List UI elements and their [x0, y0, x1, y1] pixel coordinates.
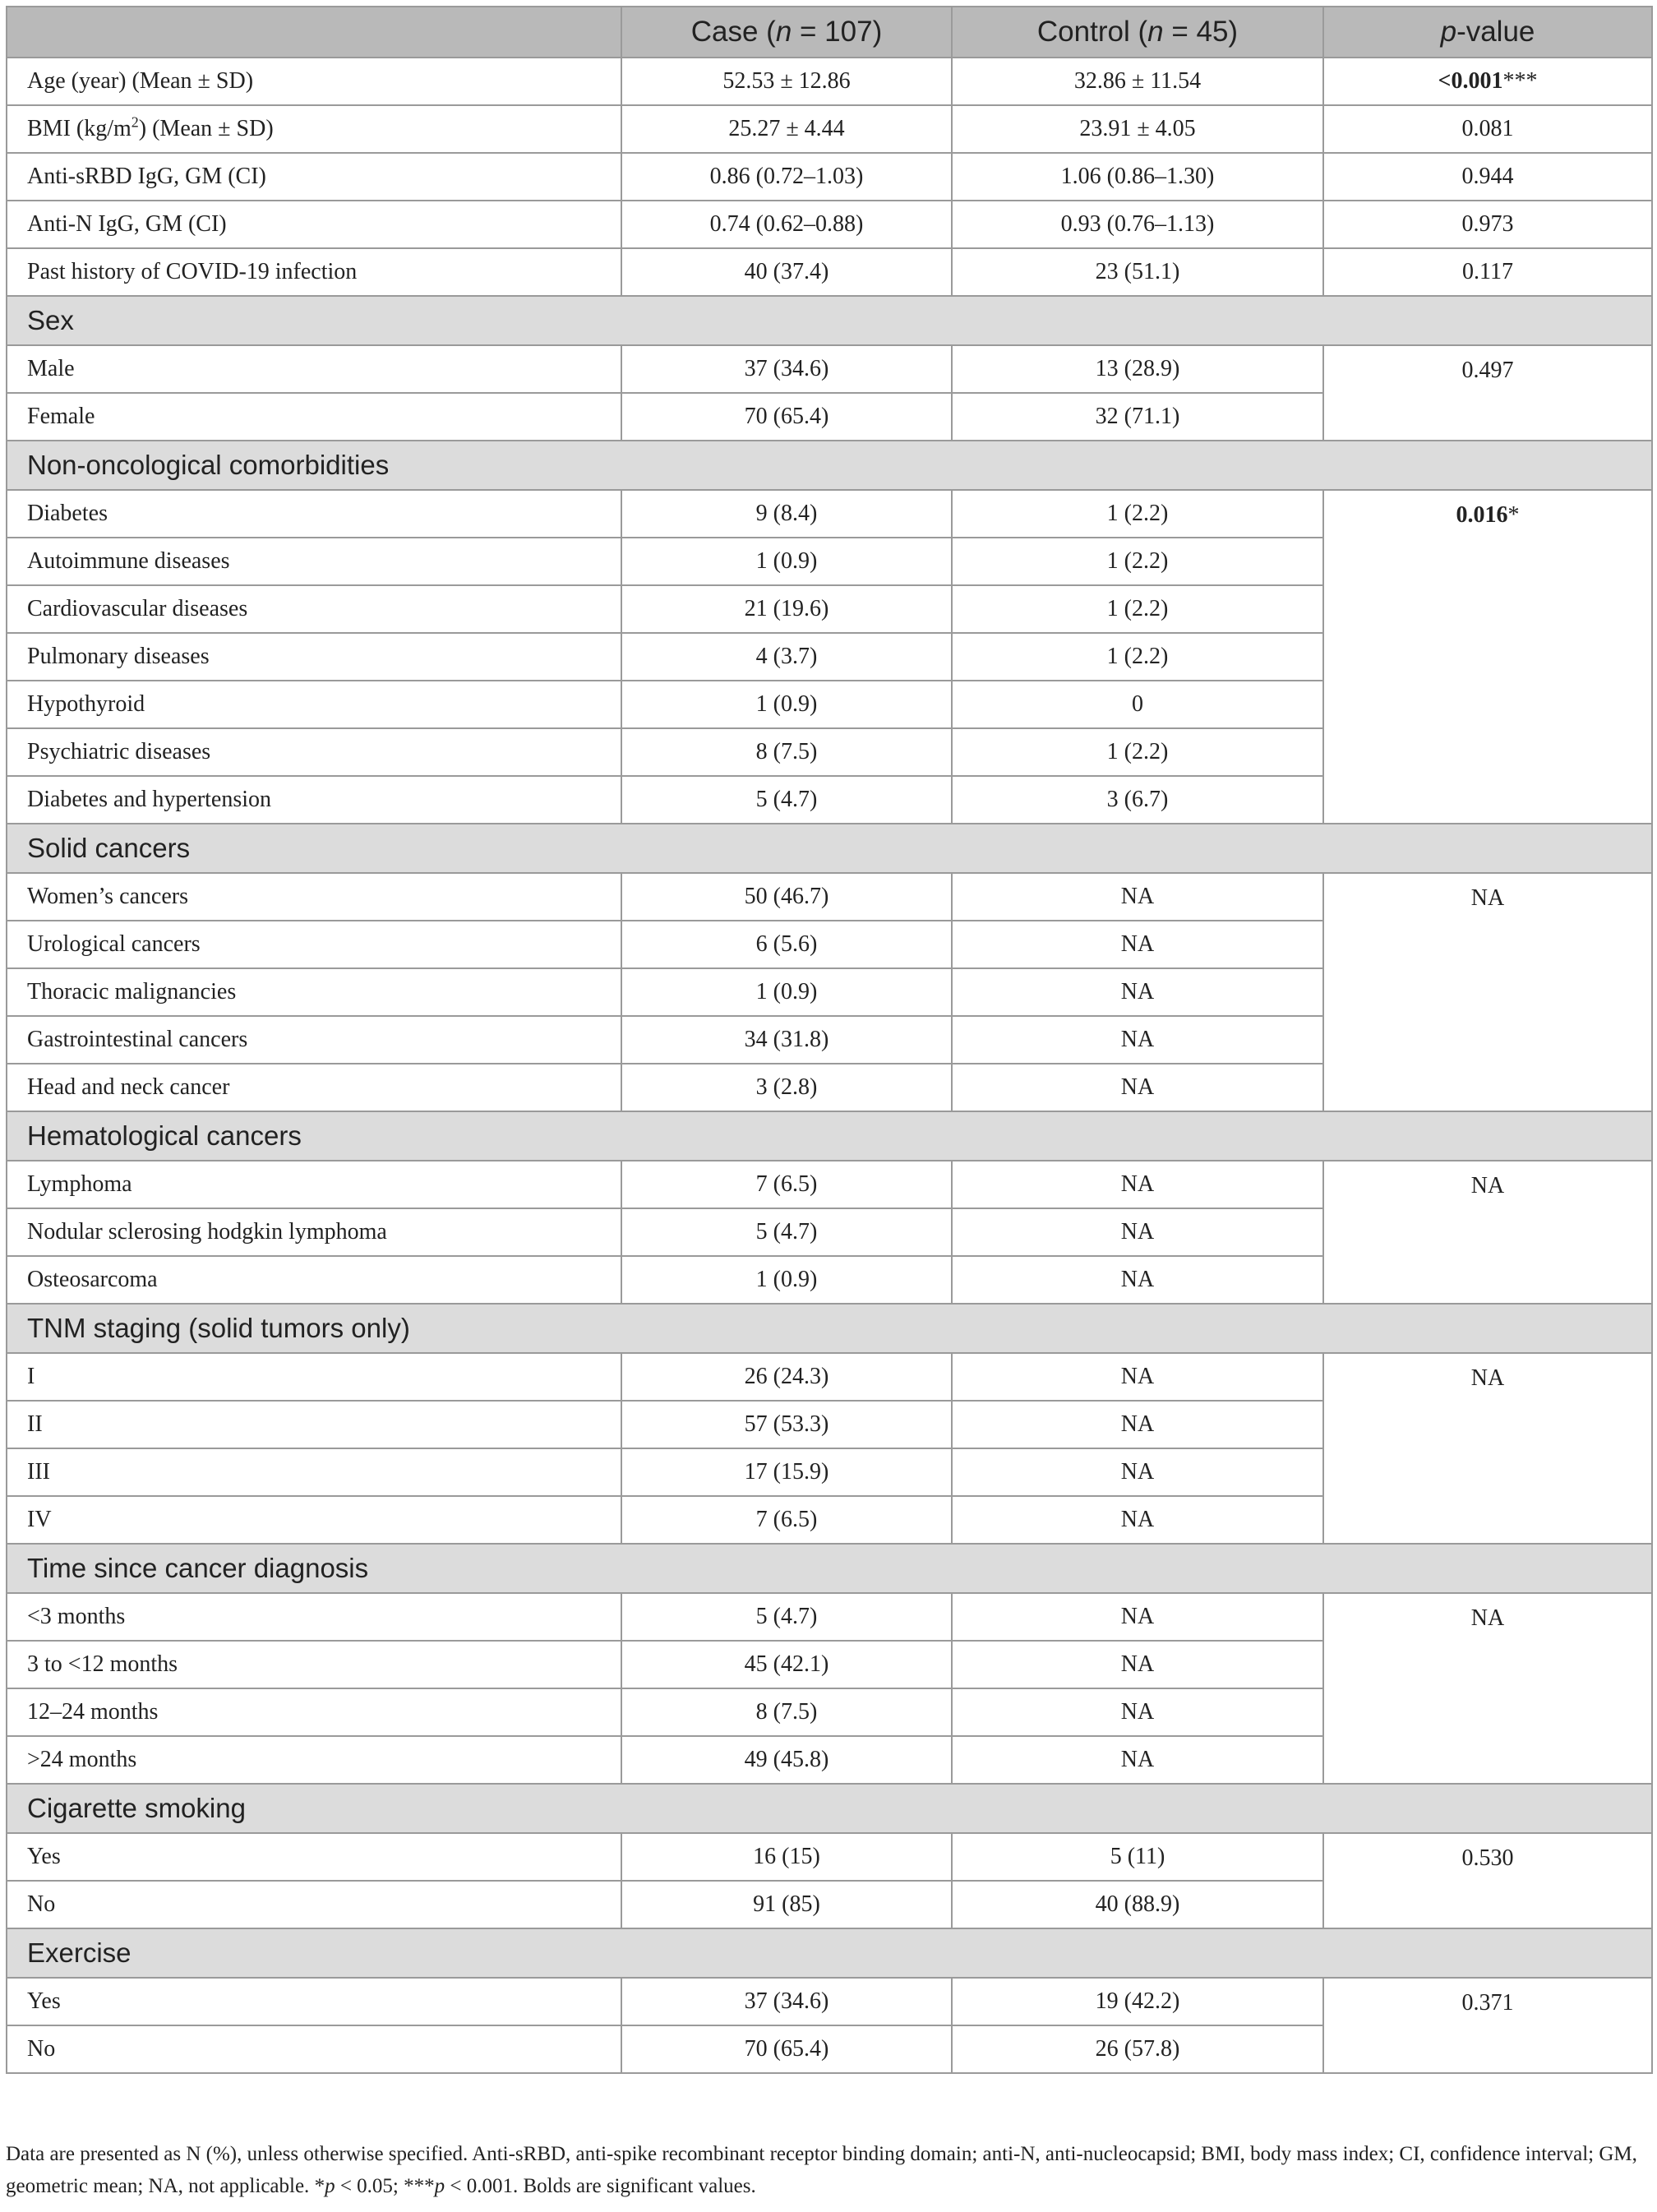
row-label: Yes [7, 1978, 621, 2025]
row-label: Male [7, 345, 621, 393]
control-value: NA [952, 1401, 1323, 1448]
header-case: Case (n = 107) [621, 7, 952, 58]
control-value: 32 (71.1) [952, 393, 1323, 441]
section-title: Cigarette smoking [7, 1784, 1652, 1833]
p-value: 0.944 [1323, 153, 1652, 201]
p-value: 0.530 [1323, 1833, 1652, 1928]
header-p-value: p-value [1323, 7, 1652, 58]
case-value: 21 (19.6) [621, 585, 952, 633]
row-label: Diabetes and hypertension [7, 776, 621, 824]
case-value: 1 (0.9) [621, 968, 952, 1016]
header-control: Control (n = 45) [952, 7, 1323, 58]
row-label: I [7, 1353, 621, 1401]
row-label: Autoimmune diseases [7, 538, 621, 585]
control-value: 23 (51.1) [952, 248, 1323, 296]
control-value: NA [952, 1641, 1323, 1688]
case-value: 7 (6.5) [621, 1161, 952, 1208]
case-value: 5 (4.7) [621, 1208, 952, 1256]
row-label: Psychiatric diseases [7, 728, 621, 776]
row-label: Pulmonary diseases [7, 633, 621, 681]
section-header-time-since-diagnosis [7, 1544, 1652, 1593]
table-row [7, 1161, 1652, 1208]
table-row [7, 873, 1652, 921]
control-value: 26 (57.8) [952, 2025, 1323, 2073]
section-header-tnm-staging [7, 1304, 1652, 1353]
row-label: Head and neck cancer [7, 1064, 621, 1111]
case-value: 0.86 (0.72–1.03) [621, 153, 952, 201]
control-value: 1.06 (0.86–1.30) [952, 153, 1323, 201]
row-label: Hypothyroid [7, 681, 621, 728]
p-value: NA [1323, 873, 1652, 1111]
p-value: 0.016* [1323, 490, 1652, 824]
characteristics-table [6, 6, 1653, 2074]
section-title: Hematological cancers [7, 1111, 1652, 1161]
control-value: NA [952, 873, 1323, 921]
section-header-hematological-cancers [7, 1111, 1652, 1161]
case-value: 70 (65.4) [621, 393, 952, 441]
control-value: NA [952, 1256, 1323, 1304]
row-label: <3 months [7, 1593, 621, 1641]
case-value: 3 (2.8) [621, 1064, 952, 1111]
row-label: BMI $(kg/m^2)$ (Mean ± SD) [7, 105, 621, 153]
case-value: 52.53 ± 12.86 [621, 58, 952, 105]
case-value: 9 (8.4) [621, 490, 952, 538]
section-header-comorbidities [7, 441, 1652, 490]
section-header-sex [7, 296, 1652, 345]
table-header-row [7, 7, 1652, 58]
row-label: No [7, 1881, 621, 1928]
control-value: NA [952, 1593, 1323, 1641]
row-label: Nodular sclerosing hodgkin lymphoma [7, 1208, 621, 1256]
row-label: Women’s cancers [7, 873, 621, 921]
case-value: 0.74 (0.62–0.88) [621, 201, 952, 248]
case-value: 5 (4.7) [621, 1593, 952, 1641]
table-footnote: Data are presented as N (%), unless otherwise specified. Anti-sRBD, anti-spike recombinant receptor binding domain; anti-N, anti-nucleocapsid; BMI, body mass index; CI, confidence interval; GM, geometric mean; NA, not applicable. *p < 0.05; ***p < 0.001. Bolds are significant values. [6, 2143, 1637, 2197]
case-value: 8 (7.5) [621, 728, 952, 776]
case-value: 7 (6.5) [621, 1496, 952, 1544]
control-value: NA [952, 1736, 1323, 1784]
case-value: 40 (37.4) [621, 248, 952, 296]
control-value: 0.93 (0.76–1.13) [952, 201, 1323, 248]
table-row-anti-n [7, 201, 1652, 248]
control-value: NA [952, 1016, 1323, 1064]
case-value: 1 (0.9) [621, 538, 952, 585]
case-value: 37 (34.6) [621, 1978, 952, 2025]
case-value: 4 (3.7) [621, 633, 952, 681]
table-row-age [7, 58, 1652, 105]
section-title: TNM staging (solid tumors only) [7, 1304, 1652, 1353]
table-row-bmi [7, 105, 1652, 153]
case-value: 34 (31.8) [621, 1016, 952, 1064]
case-value: 26 (24.3) [621, 1353, 952, 1401]
row-label: Diabetes [7, 490, 621, 538]
control-value: 1 (2.2) [952, 728, 1323, 776]
control-value: NA [952, 968, 1323, 1016]
row-label: Cardiovascular diseases [7, 585, 621, 633]
table-row [7, 490, 1652, 538]
row-label: Urological cancers [7, 921, 621, 968]
control-value: NA [952, 1448, 1323, 1496]
p-value: NA [1323, 1593, 1652, 1784]
section-title: Time since cancer diagnosis [7, 1544, 1652, 1593]
section-header-solid-cancers [7, 824, 1652, 873]
row-label: Osteosarcoma [7, 1256, 621, 1304]
section-title: Sex [7, 296, 1652, 345]
row-label: IV [7, 1496, 621, 1544]
row-label: Anti-N IgG, GM (CI) [7, 201, 621, 248]
control-value: NA [952, 921, 1323, 968]
control-value: 40 (88.9) [952, 1881, 1323, 1928]
row-label: 3 to <12 months [7, 1641, 621, 1688]
control-value: NA [952, 1064, 1323, 1111]
row-label: 12–24 months [7, 1688, 621, 1736]
control-value: 1 (2.2) [952, 538, 1323, 585]
control-value: 1 (2.2) [952, 633, 1323, 681]
p-value: 0.497 [1323, 345, 1652, 441]
control-value: NA [952, 1688, 1323, 1736]
case-value: 57 (53.3) [621, 1401, 952, 1448]
p-value: 0.081 [1323, 105, 1652, 153]
row-label: Age (year) (Mean ± SD) [7, 58, 621, 105]
p-value: 0.117 [1323, 248, 1652, 296]
control-value: 5 (11) [952, 1833, 1323, 1881]
section-title: Exercise [7, 1928, 1652, 1978]
control-value: NA [952, 1353, 1323, 1401]
p-value: 0.371 [1323, 1978, 1652, 2073]
control-value: NA [952, 1208, 1323, 1256]
section-title: Solid cancers [7, 824, 1652, 873]
row-label: III [7, 1448, 621, 1496]
section-header-exercise [7, 1928, 1652, 1978]
control-value: 19 (42.2) [952, 1978, 1323, 2025]
case-value: 1 (0.9) [621, 1256, 952, 1304]
row-label: >24 months [7, 1736, 621, 1784]
section-title: Non-oncological comorbidities [7, 441, 1652, 490]
control-value: NA [952, 1161, 1323, 1208]
table-row-covid-history [7, 248, 1652, 296]
case-value: 70 (65.4) [621, 2025, 952, 2073]
p-value: NA [1323, 1353, 1652, 1544]
table-row [7, 1593, 1652, 1641]
table-row-anti-srbd [7, 153, 1652, 201]
row-label: II [7, 1401, 621, 1448]
table-row [7, 345, 1652, 393]
case-value: 50 (46.7) [621, 873, 952, 921]
case-value: 25.27 ± 4.44 [621, 105, 952, 153]
row-label: Lymphoma [7, 1161, 621, 1208]
p-value: <0.001*** [1323, 58, 1652, 105]
control-value: 3 (6.7) [952, 776, 1323, 824]
row-label: Female [7, 393, 621, 441]
control-value: 32.86 ± 11.54 [952, 58, 1323, 105]
table-row [7, 1978, 1652, 2025]
p-value: NA [1323, 1161, 1652, 1304]
case-value: 49 (45.8) [621, 1736, 952, 1784]
control-value: 1 (2.2) [952, 490, 1323, 538]
row-label: Anti-sRBD IgG, GM (CI) [7, 153, 621, 201]
case-value: 6 (5.6) [621, 921, 952, 968]
table-row [7, 1353, 1652, 1401]
row-label: Yes [7, 1833, 621, 1881]
table-row [7, 1833, 1652, 1881]
case-value: 8 (7.5) [621, 1688, 952, 1736]
case-value: 16 (15) [621, 1833, 952, 1881]
case-value: 45 (42.1) [621, 1641, 952, 1688]
control-value: NA [952, 1496, 1323, 1544]
case-value: 37 (34.6) [621, 345, 952, 393]
row-label: Thoracic malignancies [7, 968, 621, 1016]
row-label: Gastrointestinal cancers [7, 1016, 621, 1064]
control-value: 13 (28.9) [952, 345, 1323, 393]
control-value: 1 (2.2) [952, 585, 1323, 633]
control-value: 23.91 ± 4.05 [952, 105, 1323, 153]
case-value: 91 (85) [621, 1881, 952, 1928]
case-value: 5 (4.7) [621, 776, 952, 824]
header-blank [7, 7, 621, 58]
row-label: Past history of COVID-19 infection [7, 248, 621, 296]
section-header-cigarette-smoking [7, 1784, 1652, 1833]
control-value: 0 [952, 681, 1323, 728]
p-value: 0.973 [1323, 201, 1652, 248]
case-value: 1 (0.9) [621, 681, 952, 728]
case-value: 17 (15.9) [621, 1448, 952, 1496]
characteristics-table-wrapper [6, 6, 1651, 2074]
row-label: No [7, 2025, 621, 2073]
